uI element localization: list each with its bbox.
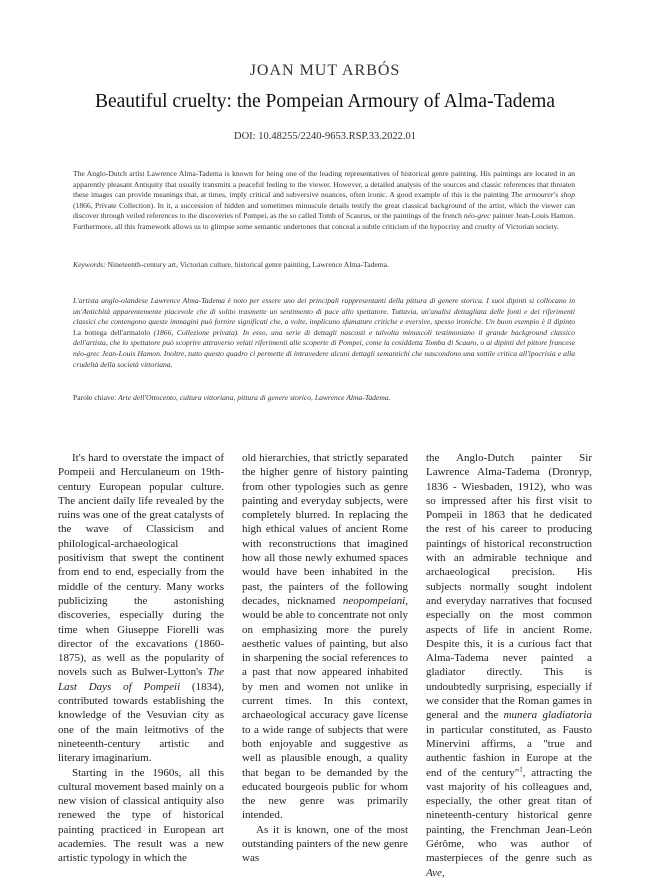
abstract-english bbox=[73, 169, 575, 233]
col1-novel-title: The Last Days of Pompeii bbox=[58, 666, 224, 693]
doi: DOI: 10.48255/2240-9653.RSP.33.2022.01 bbox=[233, 131, 416, 142]
body-paragraph: Starting in the 1960s, all this cultural movement based mainly on a new vision of classical antiquity also renewed the type of historical painting practiced in European art academies. The result was a new artistic typology in which the bbox=[58, 766, 224, 865]
keywords-it-label: Parole chiave: bbox=[73, 393, 117, 402]
abstract-en-part3: painter Jean-Louis Hamon. Furthermore, all this framework allows us to glimpse some semantic undertones that conceal a subtle criticism of the hypocrisy and cruelty of Victorian society. bbox=[73, 211, 575, 231]
col3-ave: Ave, bbox=[426, 866, 445, 879]
keywords-italian bbox=[73, 393, 575, 404]
col1-text-a: It's hard to overstate the impact of Pompeii and Herculaneum on 19th-century European popular culture. The ancient daily life revealed by the ruins was one of the great catalysts of the wave of Classicism and philological-archaeological positivism that swept the continent from end to end, especially from the middle of the century. Many works publicizing the astonishing discoveries, especially during the time when Giuseppe Fiorelli was director of the excavations (1860-1875), as well as the popularity of novels such as Bulwer-Lytton's bbox=[58, 452, 224, 679]
abstract-en-part1: The Anglo-Dutch artist Lawrence Alma-Tadema is known for being one of the leading representatives of historical genre painting. His paintings are located in an apparently pleasant Antiquity that usually transmits a peaceful feeling to the viewer. However, a detailed analysis of the sources and classic references that threaten these images can provide meanings that, at times, imply critical and subversive nuances, often ironic. A good example of this is the painting bbox=[73, 169, 575, 200]
col3-munera: munera gladiatoria bbox=[503, 709, 592, 722]
col3-text-a: the Anglo-Dutch painter Sir Lawrence Alma-Tadema (Dronryp, 1836 - Wiesbaden, 1912), who was so impressed after his first visit to Pompeii in 1863 that he dedicated the rest of his career to producing paintings of historical reconstruction with an admirable technique and archaeological precision. His subjects normally sought indolent and everyday narratives that focused especially on the most common aspects of life in ancient Rome. Despite this, it is a curious fact that Alma-Tadema never painted a gladiator directly. This is undoubtedly surprising, especially if we consider that the Roman games in general and the bbox=[426, 452, 592, 722]
abstract-it-part2: (1866, Collezione privata). In esso, una serie di dettagli nascosti e talvolta minuscoli testimoniano il grande background classico dell'artista, che lo spettatore può scoprire attraverso velati riferimenti alle scoperte di Pompei, come la cosiddetta Tomba di Scauro, o ai dipinti del pittore francese néo-grec Jean-Louis Hamon. Inoltre, tutto questo quadro ci permette di intravedere alcuni dettagli semantichi che nascondono una sottile critica all'ipocrisia e alla crudeltà della società vittoriana. bbox=[73, 327, 575, 369]
abstract-italian bbox=[73, 296, 575, 370]
keywords-en-label: Keywords: bbox=[73, 260, 106, 269]
keywords-it-text: Arte dell'Ottocento, cultura vittoriana, pittura di genere storico, Lawrence Alma-Tadema. bbox=[116, 393, 391, 402]
body-paragraph: As it is known, one of the most outstanding painters of the new genre was bbox=[242, 823, 408, 865]
abstract-it-part1: L'artista anglo-olandese Lawrence Alma-Tadema è noto per essere uno dei principali rappresentanti della pittura di genere storica. I suoi dipinti si collocano in un'Antichità apparentemente piacevole che di solito trasmette un sentimento di pace allo spettatore. Tuttavia, un'analisi dettagliata delle fonti e dei riferimenti classici che contengono queste immagini può fornire significati che, a volte, implicano sfumature critiche e eversive, spesso ironiche. Un buon esempio è il dipinto bbox=[73, 296, 575, 327]
body-paragraph bbox=[242, 451, 408, 823]
body-column-1 bbox=[58, 451, 224, 880]
abstract-en-part2: (1866, Private Collection). In it, a succession of hidden and sometimes minuscule details testify the great classical background of the artist, which the viewer can discover through veiled references to the discoveries of Pompei, as the so called Tomb of Scaurus, or the paintings of the french bbox=[73, 200, 575, 221]
keywords-english bbox=[73, 260, 575, 271]
col2-neopompeiani: neopompeiani bbox=[342, 594, 406, 607]
abstract-en-neogrec: néo-grec bbox=[463, 211, 491, 221]
body-columns bbox=[58, 451, 592, 880]
abstract-it-work: La bottega dell'armaiolo bbox=[73, 327, 151, 337]
article-title: Beautiful cruelty: the Pompeian Armoury of Alma-Tadema bbox=[94, 91, 555, 112]
col2-text-a: old hierarchies, that strictly separated the higher genre of history painting from other typologies such as genre painting and everyday subjects, were completely blurred. In replacing the high ethical values of ancient Rome with reconstructions that imagined how all those newly exhumed spaces would have been inhabited in the past, the painters of the following decades, nicknamed bbox=[242, 452, 408, 607]
col1-text-b: (1834), contributed towards establishing the knowledge of the Vesuvian city as one of the main leitmotivs of the nineteenth-century artistic and literary imaginarium. bbox=[58, 680, 225, 765]
body-column-2 bbox=[242, 451, 408, 880]
col2-text-b: , would be able to concentrate not only on emphasizing more the purely aesthetic values of painting, but also in sharpening the social references to a past that now appeared inhabited by men and women not unlike in current times. In this context, archaeological accuracy gave license to a wide range of subjects that were both enjoyable and suggestive as well as plausible enough, a quality that began to be demanded by the educated bourgeois public for whom the new genre was primarily intended. bbox=[242, 594, 408, 822]
abstract-en-work: The armourer's shop bbox=[511, 190, 575, 200]
body-paragraph bbox=[58, 451, 224, 766]
body-column-3 bbox=[426, 451, 592, 880]
author-name: JOAN MUT ARBÓS bbox=[249, 62, 401, 79]
keywords-en-text: Nineteenth-century art, Victorian culture, historical genre painting, Lawrence Alma-Tadema. bbox=[105, 260, 389, 269]
col3-text-c: , attracting the vast majority of his colleagues and, especially, the other great titan of nineteenth-century historical genre painting, the Frenchman Jean-León Gérôme, who was author of masterpieces of the genre such as bbox=[426, 766, 592, 865]
footnote-marker[interactable]: 1 bbox=[519, 764, 523, 773]
body-paragraph bbox=[426, 451, 592, 880]
col3-text-b: in particular constituted, as Fausto Minervini affirms, a "true and authentic fashion in Europe at the end of the century" bbox=[426, 723, 592, 779]
